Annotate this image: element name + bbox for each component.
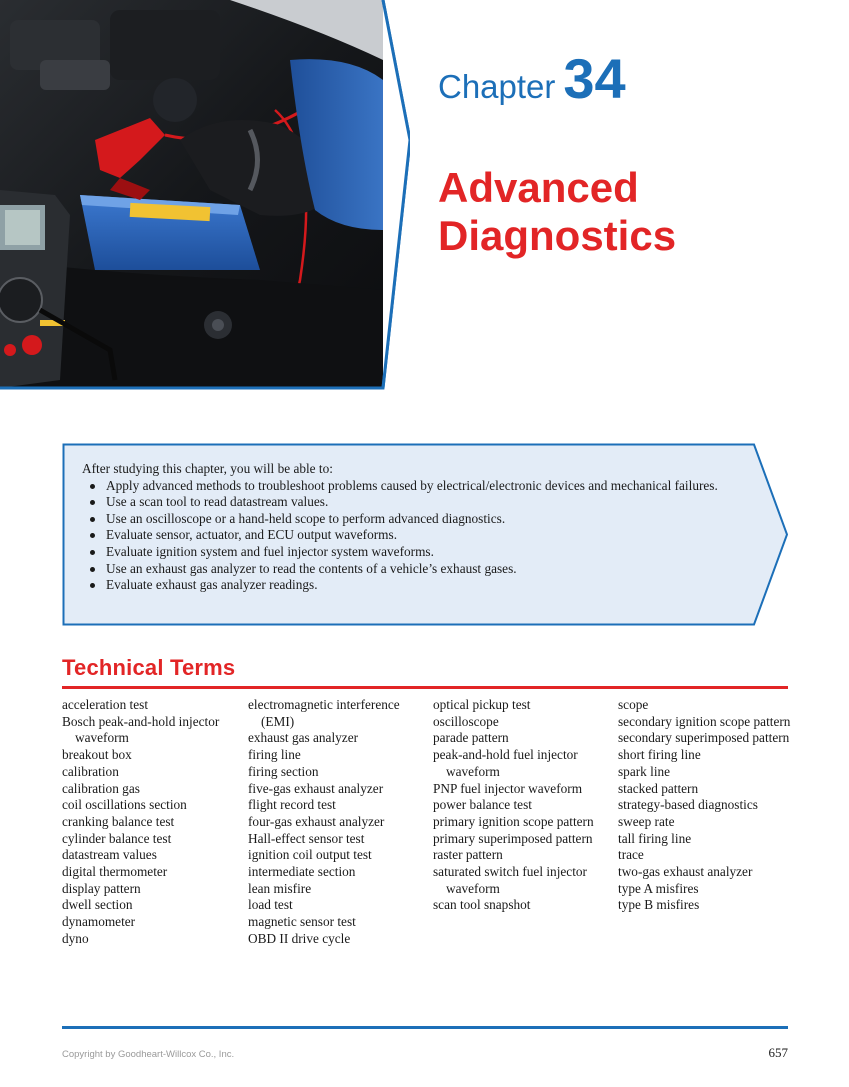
technical-term: lean misfire: [248, 880, 312, 896]
technical-term: dwell section: [62, 897, 133, 913]
technical-term: digital thermometer: [62, 864, 168, 880]
objective-item: Evaluate exhaust gas analyzer readings.: [106, 577, 742, 594]
technical-term: Hall-effect sensor test: [248, 830, 365, 846]
objective-item: Apply advanced methods to troubleshoot problems caused by electrical/electronic devices and mechanical failures.: [106, 478, 742, 495]
terms-column-4: [618, 697, 798, 914]
objective-item: Use a scan tool to read datastream values.: [106, 494, 742, 511]
technical-term: primary superimposed pattern: [433, 830, 593, 846]
terms-column-2: [248, 697, 428, 948]
technical-term: OBD II drive cycle: [248, 930, 351, 946]
chapter-title-line-2: Diagnostics: [438, 212, 677, 259]
objective-item: Use an exhaust gas analyzer to read the contents of a vehicle’s exhaust gases.: [106, 561, 742, 578]
copyright-notice: Copyright by Goodheart-Willcox Co., Inc.: [62, 1049, 235, 1060]
learning-objectives-box: [62, 443, 790, 626]
technical-term: power balance test: [433, 797, 532, 813]
technical-term: datastream values: [62, 847, 157, 863]
chapter-title-line-1: Advanced: [438, 164, 639, 211]
technical-term: flight record test: [248, 797, 336, 813]
terms-column-3: [433, 697, 613, 914]
technical-term: firing line: [248, 747, 301, 763]
technical-term: magnetic sensor test: [248, 914, 356, 930]
technical-term: two-gas exhaust analyzer: [618, 864, 753, 880]
technical-term: trace: [618, 847, 644, 863]
technical-term: secondary ignition scope pattern: [618, 713, 791, 729]
technical-term: coil oscillations section: [62, 797, 187, 813]
technical-term: load test: [248, 897, 293, 913]
technical-term: cylinder balance test: [62, 830, 172, 846]
technical-term: ignition coil output test: [248, 847, 372, 863]
technical-term: dynamometer: [62, 914, 136, 930]
technical-term: oscilloscope: [433, 713, 499, 729]
technical-term: Bosch peak-and-hold injector waveform: [62, 713, 220, 746]
technical-terms-list: [62, 697, 802, 957]
technical-term: dyno: [62, 930, 89, 946]
technical-term: intermediate section: [248, 864, 356, 880]
technical-term: display pattern: [62, 880, 141, 896]
technical-term: saturated switch fuel injector waveform: [433, 864, 587, 896]
technical-term: sweep rate: [618, 813, 675, 829]
technical-term: scan tool snapshot: [433, 897, 531, 913]
technical-term: secondary superimposed pattern: [618, 730, 790, 746]
objective-item: Use an oscilloscope or a hand-held scope to perform advanced diagnostics.: [106, 511, 742, 528]
technical-term: breakout box: [62, 747, 132, 763]
technical-term: type A misfires: [618, 880, 699, 896]
page-number: 657: [768, 1045, 788, 1060]
car-battery-multimeter-photo: [0, 0, 410, 392]
technical-term: cranking balance test: [62, 813, 175, 829]
technical-term: exhaust gas analyzer: [248, 730, 359, 746]
technical-term: scope: [618, 697, 649, 712]
objectives-intro: After studying this chapter, you will be able to:: [82, 461, 333, 476]
technical-term: stacked pattern: [618, 780, 699, 796]
technical-term: acceleration test: [62, 697, 149, 712]
chapter-photo: [0, 0, 410, 392]
terms-column-1: [62, 697, 242, 948]
technical-term: optical pickup test: [433, 697, 531, 712]
technical-terms-divider: [62, 686, 788, 689]
technical-term: firing section: [248, 763, 319, 779]
objective-item: Evaluate sensor, actuator, and ECU output waveforms.: [106, 527, 742, 544]
technical-term: calibration gas: [62, 780, 140, 796]
chapter-number: 34: [563, 47, 626, 110]
technical-term: peak-and-hold fuel injector waveform: [433, 747, 578, 779]
technical-term: five-gas exhaust analyzer: [248, 780, 384, 796]
technical-term: calibration: [62, 763, 119, 779]
chapter-title: [438, 164, 676, 260]
technical-term: four-gas exhaust analyzer: [248, 813, 385, 829]
objectives-list: [82, 478, 742, 594]
technical-term: spark line: [618, 763, 671, 779]
technical-term: parade pattern: [433, 730, 509, 746]
technical-term: electromagnetic interference (EMI): [248, 697, 400, 729]
footer-divider: [62, 1026, 788, 1029]
chapter-label: Chapter: [438, 68, 556, 105]
chapter-heading: [438, 46, 626, 111]
technical-term: short firing line: [618, 747, 701, 763]
technical-term: primary ignition scope pattern: [433, 813, 594, 829]
objective-item: Evaluate ignition system and fuel injector system waveforms.: [106, 544, 742, 561]
technical-terms-heading: Technical Terms: [62, 655, 236, 680]
technical-term: tall firing line: [618, 830, 692, 846]
technical-term: raster pattern: [433, 847, 503, 863]
technical-term: type B misfires: [618, 897, 700, 913]
technical-term: PNP fuel injector waveform: [433, 780, 583, 796]
technical-term: strategy-based diagnostics: [618, 797, 758, 813]
